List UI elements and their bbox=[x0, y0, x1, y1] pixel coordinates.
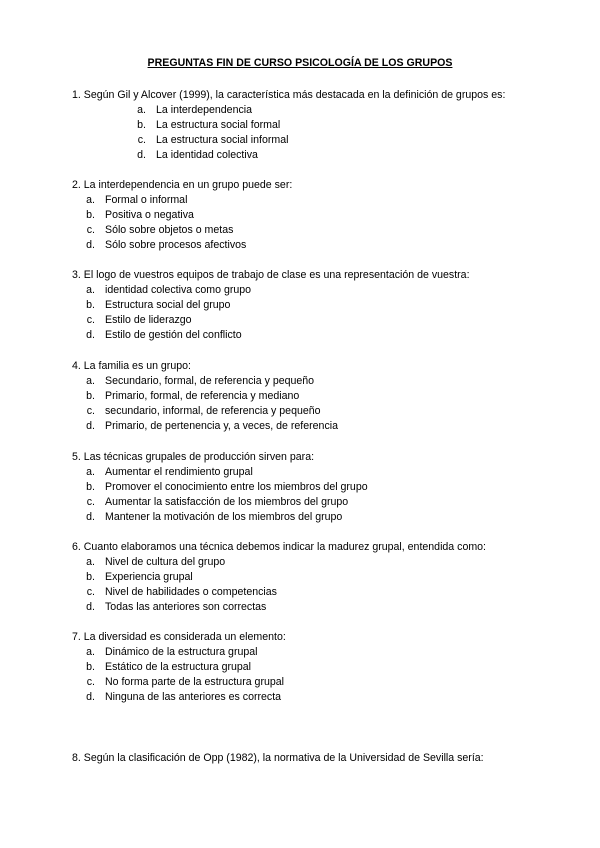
option-text: secundario, informal, de referencia y pequeño bbox=[105, 405, 321, 417]
answer-option bbox=[72, 298, 572, 313]
question-stem: 6. Cuanto elaboramos una técnica debemos indicar la madurez grupal, entendida como: bbox=[72, 541, 486, 553]
question-stem: 5. Las técnicas grupales de producción sirven para: bbox=[72, 451, 315, 463]
option-letter: a. bbox=[86, 284, 95, 296]
option-letter: c. bbox=[86, 314, 95, 326]
option-text: La identidad colectiva bbox=[156, 149, 258, 161]
answer-option bbox=[72, 510, 572, 525]
answer-option bbox=[72, 404, 572, 419]
answer-option bbox=[72, 645, 572, 660]
option-letter: c. bbox=[86, 405, 95, 417]
option-text: Aumentar el rendimiento grupal bbox=[105, 466, 253, 478]
option-letter: d. bbox=[86, 691, 95, 703]
option-letter: a. bbox=[86, 466, 95, 478]
answer-option bbox=[72, 480, 572, 495]
option-text: Estilo de liderazgo bbox=[105, 314, 192, 326]
option-letter: a. bbox=[86, 556, 95, 568]
option-text: Dinámico de la estructura grupal bbox=[105, 646, 258, 658]
option-letter: d. bbox=[86, 239, 95, 251]
question-2 bbox=[72, 178, 572, 253]
question-stem: 3. El logo de vuestros equipos de trabajo de clase es una representación de vuestra: bbox=[72, 269, 470, 281]
option-text: Sólo sobre objetos o metas bbox=[105, 224, 234, 236]
option-letter: b. bbox=[86, 661, 95, 673]
question-stem: 8. Según la clasificación de Opp (1982), la normativa de la Universidad de Sevilla sería: bbox=[72, 752, 484, 764]
question-stem: 1. Según Gil y Alcover (1999), la característica más destacada en la definición de grupos es: bbox=[72, 89, 506, 101]
option-text: Todas las anteriores son correctas bbox=[105, 601, 267, 613]
option-letter: b. bbox=[86, 481, 95, 493]
question-stem: 4. La familia es un grupo: bbox=[72, 360, 191, 372]
question-5 bbox=[72, 450, 572, 525]
answer-option bbox=[72, 570, 572, 585]
option-text: Secundario, formal, de referencia y pequeño bbox=[105, 375, 315, 387]
answer-option bbox=[72, 495, 572, 510]
option-letter: c. bbox=[86, 496, 95, 508]
question-4 bbox=[72, 359, 572, 434]
option-letter: a. bbox=[137, 104, 146, 116]
option-letter: d. bbox=[86, 511, 95, 523]
answer-option bbox=[72, 283, 572, 298]
option-text: La estructura social informal bbox=[156, 134, 289, 146]
answer-option bbox=[72, 118, 572, 133]
answer-option bbox=[72, 328, 572, 343]
answer-option bbox=[72, 313, 572, 328]
option-text: Primario, formal, de referencia y mediano bbox=[105, 390, 300, 402]
question-7 bbox=[72, 630, 572, 705]
answer-option bbox=[72, 555, 572, 570]
option-letter: c. bbox=[86, 676, 95, 688]
option-letter: b. bbox=[86, 209, 95, 221]
answer-option bbox=[72, 660, 572, 675]
option-text: Estilo de gestión del conflicto bbox=[105, 329, 242, 341]
option-letter: c. bbox=[137, 134, 146, 146]
option-letter: b. bbox=[86, 299, 95, 311]
question-8 bbox=[72, 751, 572, 766]
option-text: Estructura social del grupo bbox=[105, 299, 231, 311]
answer-option bbox=[72, 374, 572, 389]
answer-option bbox=[72, 675, 572, 690]
option-text: La interdependencia bbox=[156, 104, 253, 116]
question-6 bbox=[72, 540, 572, 615]
answer-option bbox=[72, 133, 572, 148]
option-text: Nivel de habilidades o competencias bbox=[105, 586, 277, 598]
answer-option bbox=[72, 465, 572, 480]
option-letter: d. bbox=[137, 149, 146, 161]
answer-option bbox=[72, 690, 572, 705]
option-text: Estático de la estructura grupal bbox=[105, 661, 252, 673]
option-letter: d. bbox=[86, 329, 95, 341]
question-3 bbox=[72, 268, 572, 343]
option-text: Nivel de cultura del grupo bbox=[105, 556, 226, 568]
option-text: Experiencia grupal bbox=[105, 571, 193, 583]
answer-option bbox=[72, 389, 572, 404]
option-text: Aumentar la satisfacción de los miembros del grupo bbox=[105, 496, 349, 508]
question-stem: 7. La diversidad es considerada un elemento: bbox=[72, 631, 286, 643]
option-letter: d. bbox=[86, 601, 95, 613]
page-title: PREGUNTAS FIN DE CURSO PSICOLOGÍA DE LOS GRUPOS bbox=[147, 57, 453, 69]
option-text: No forma parte de la estructura grupal bbox=[105, 676, 285, 688]
answer-option bbox=[72, 148, 572, 163]
option-text: Ninguna de las anteriores es correcta bbox=[105, 691, 282, 703]
option-letter: b. bbox=[86, 390, 95, 402]
option-letter: a. bbox=[86, 646, 95, 658]
option-text: Formal o informal bbox=[105, 194, 188, 206]
answer-option bbox=[72, 585, 572, 600]
option-text: Mantener la motivación de los miembros del grupo bbox=[105, 511, 343, 523]
answer-option bbox=[72, 193, 572, 208]
answer-option bbox=[72, 238, 572, 253]
option-text: Primario, de pertenencia y, a veces, de referencia bbox=[105, 420, 338, 432]
option-letter: b. bbox=[137, 119, 146, 131]
answer-option bbox=[72, 600, 572, 615]
option-text: Promover el conocimiento entre los miembros del grupo bbox=[105, 481, 368, 493]
option-letter: d. bbox=[86, 420, 95, 432]
option-text: La estructura social formal bbox=[156, 119, 281, 131]
option-text: Sólo sobre procesos afectivos bbox=[105, 239, 247, 251]
option-letter: b. bbox=[86, 571, 95, 583]
option-text: identidad colectiva como grupo bbox=[105, 284, 252, 296]
question-stem: 2. La interdependencia en un grupo puede ser: bbox=[72, 179, 293, 191]
option-letter: a. bbox=[86, 375, 95, 387]
answer-option bbox=[72, 103, 572, 118]
option-letter: c. bbox=[86, 224, 95, 236]
option-text: Positiva o negativa bbox=[105, 209, 194, 221]
answer-option bbox=[72, 223, 572, 238]
answer-option bbox=[72, 419, 572, 434]
answer-option bbox=[72, 208, 572, 223]
option-letter: a. bbox=[86, 194, 95, 206]
option-letter: c. bbox=[86, 586, 95, 598]
question-1 bbox=[72, 88, 572, 163]
